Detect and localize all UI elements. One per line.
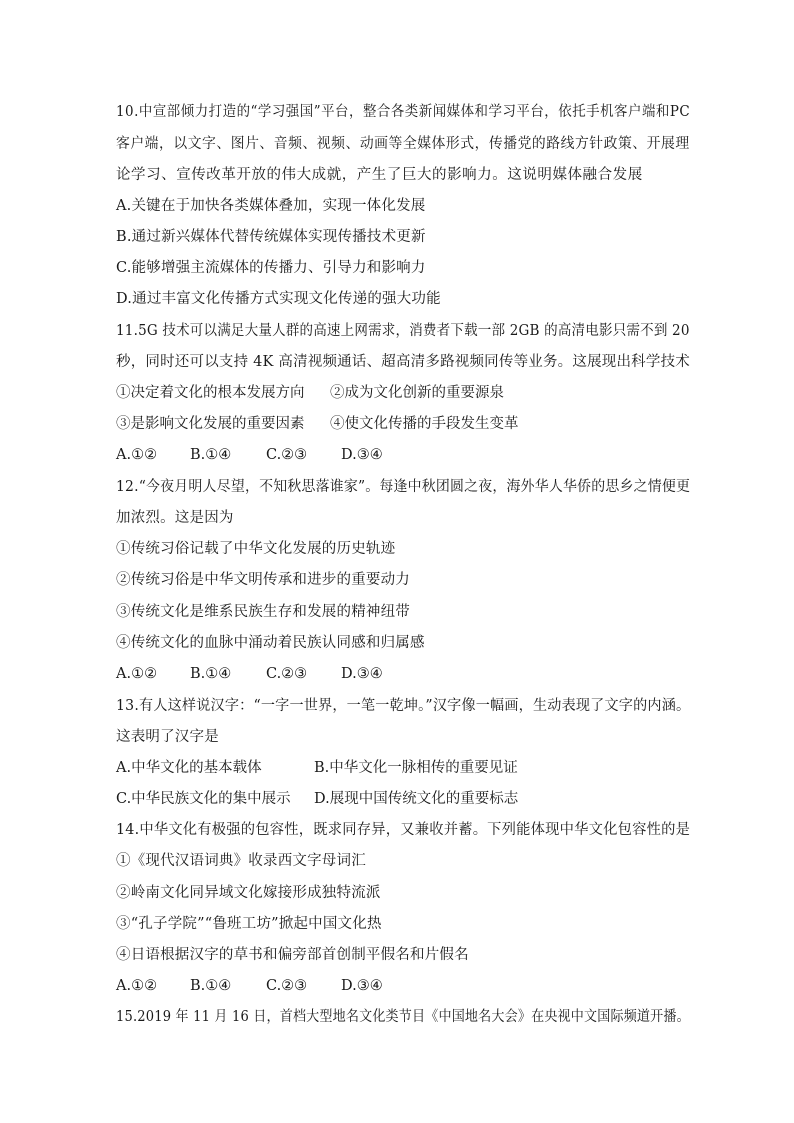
q12-statement-4: ④传统文化的血脉中涌动着民族认同感和归属感 [116,635,425,651]
q12-statement-2: ②传统习俗是中华文明传承和进步的重要动力 [116,572,410,588]
q10-option-a: A.关键在于加快各类媒体叠加，实现一体化发展 [116,198,426,214]
q11-statement-4: ④使文化传播的手段发生变革 [330,416,519,432]
q10-option-d: D.通过丰富文化传播方式实现文化传递的强大功能 [116,291,441,307]
q11-choice-b: B.①④ [190,447,232,463]
q12-choice-a: A.①② [116,666,158,682]
q14-choice-c: C.②③ [266,978,308,994]
q10-option-c: C.能够增强主流媒体的传播力、引导力和影响力 [116,260,426,276]
q13-stem-line-1: 13.有人这样说汉字：“一字一世界，一笔一乾坤。”汉字像一幅画，生动表现了文字的内涵。 [116,698,691,714]
q14-stem-line-1: 14.中华文化有极强的包容性，既求同存异，又兼收并蓄。下列能体现中华文化包容性的是 [116,822,691,838]
q14-statement-4: ④日语根据汉字的草书和偏旁部首创制平假名和片假名 [116,947,469,963]
q12-statement-3: ③传统文化是维系民族生存和发展的精神纽带 [116,604,410,620]
q11-choice-a: A.①② [116,447,158,463]
q12-choice-d: D.③④ [341,666,383,682]
q10-option-b: B.通过新兴媒体代替传统媒体实现传播技术更新 [116,229,426,245]
q12-choice-b: B.①④ [190,666,232,682]
q14-statement-3: ③“孔子学院”“鲁班工坊”掀起中国文化热 [116,916,382,932]
q13-option-c: C.中华民族文化的集中展示 [116,791,291,807]
q11-statement-3: ③是影响文化发展的重要因素 [116,416,305,432]
q14-choice-a: A.①② [116,978,158,994]
q10-stem-line-1: 10.中宣部倾力打造的“学习强国”平台，整合各类新闻媒体和学习平台，依托手机客户端和PC [116,104,691,120]
q10-stem-line-2: 客户端，以文字、图片、音频、视频、动画等全媒体形式，传播党的路线方针政策、开展理 [116,136,690,152]
q14-statement-1: ①《现代汉语词典》收录西文字母词汇 [116,853,366,869]
q13-stem-line-2: 这表明了汉字是 [116,729,219,745]
q14-statement-2: ②岭南文化同异域文化嫁接形成独特流派 [116,885,381,901]
q11-stem-line-2: 秒，同时还可以支持 4K 高清视频通话、超高清多路视频同传等业务。这展现出科学技术 [116,354,690,370]
q12-statement-1: ①传统习俗记载了中华文化发展的历史轨迹 [116,541,396,557]
q13-option-d: D.展现中国传统文化的重要标志 [314,791,519,807]
q10-stem-line-3: 论学习、宣传改革开放的伟大成就，产生了巨大的影响力。这说明媒体融合发展 [116,167,643,183]
q11-statement-2: ②成为文化创新的重要源泉 [330,385,504,401]
q12-stem-line-2: 加浓烈。这是因为 [116,510,234,526]
q11-choice-d: D.③④ [341,447,383,463]
q12-choice-c: C.②③ [266,666,308,682]
q13-option-a: A.中华文化的基本载体 [116,760,262,776]
q12-stem-line-1: 12.“今夜月明人尽望，不知秋思落谁家”。每逢中秋团圆之夜，海外华人华侨的思乡之情便更 [116,479,691,495]
q14-choice-d: D.③④ [341,978,383,994]
q11-stem-line-1: 11.5G 技术可以满足大量人群的高速上网需求，消费者下载一部 2GB 的高清电影只需不到 20 [116,323,690,339]
q14-choice-b: B.①④ [190,978,232,994]
q11-choice-c: C.②③ [266,447,308,463]
q13-option-b: B.中华文化一脉相传的重要见证 [314,760,518,776]
q11-statement-1: ①决定着文化的根本发展方向 [116,385,305,401]
q15-stem-line-1: 15.2019 年 11 月 16 日，首档大型地名文化类节目《中国地名大会》在央视中文国际频道开播。 [116,1009,690,1025]
